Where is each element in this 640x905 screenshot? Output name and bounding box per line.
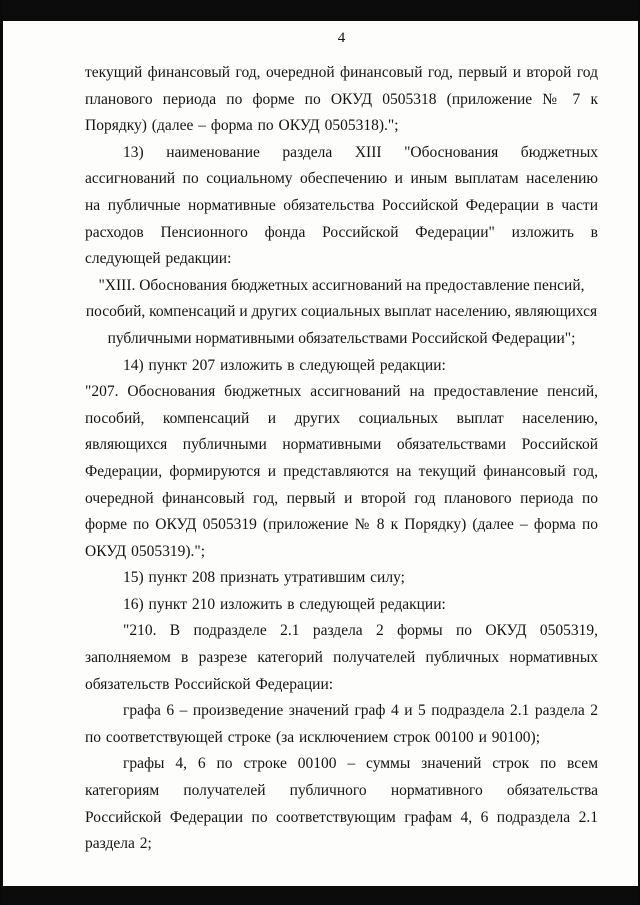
paragraph-grafy-4-6: графы 4, 6 по строке 00100 – суммы значений строк по всем категориям получателей публичного нормативного обязательства Российской Федерации по соответствующим графам 4, 6 подраздела 2.1 раздела 2; <box>85 755 598 853</box>
page-content <box>3 21 638 858</box>
paragraph-item-15: 15) пункт 208 признать утратившим силу; <box>123 569 405 587</box>
paragraph-section-title-quote: "XIII. Обоснования бюджетных ассигнований на предоставление пенсий, пособий, компенсаций и других социальных выплат населению, являющихся публичными нормативными обязательствами Российской Федерации"; <box>85 276 598 347</box>
paragraph-point-210: "210. В подразделе 2.1 раздела 2 формы по ОКУД 0505319, заполняемом в разрезе категорий получателей публичных нормативных обязательств Российской Федерации: <box>85 622 598 693</box>
paragraph-item-13: 13) наименование раздела XIII "Обоснования бюджетных ассигнований по социальному обеспечению и иным выплатам населению на публичные нормативные обязательства Российской Федерации в части расходов Пенсионного фонда Российской Федерации" изложить в следующей редакции: <box>85 143 598 268</box>
page-number: 4 <box>337 30 346 46</box>
scan-border-top <box>3 0 638 21</box>
paragraph-grafa-6: графа 6 – произведение значений граф 4 и 5 подраздела 2.1 раздела 2 по соответствующей строке (за исключением строк 00100 и 90100); <box>85 702 598 746</box>
paragraph-item-16: 16) пункт 210 изложить в следующей редакции: <box>123 595 446 613</box>
scan-border-bottom <box>3 886 638 905</box>
paragraph-point-207: "207. Обоснования бюджетных ассигнований на предоставление пенсий, пособий, компенсаций и других социальных выплат населению, являющихся публичными нормативными обязательствами Российской Федерации, формируются и представляются на текущий финансовый год, очередной финансовый год, первый и второй год планового периода по форме по ОКУД 0505319 (приложение № 8 к Порядку) (далее – форма по ОКУД 0505319)."; <box>85 383 598 560</box>
paragraph-continuation: текущий финансовый год, очередной финансовый год, первый и второй год планового периода по форме по ОКУД 0505318 (приложение № 7 к Порядку) (далее – форма по ОКУД 0505318)."; <box>85 64 598 135</box>
paragraph-item-14: 14) пункт 207 изложить в следующей редакции: <box>123 356 446 374</box>
